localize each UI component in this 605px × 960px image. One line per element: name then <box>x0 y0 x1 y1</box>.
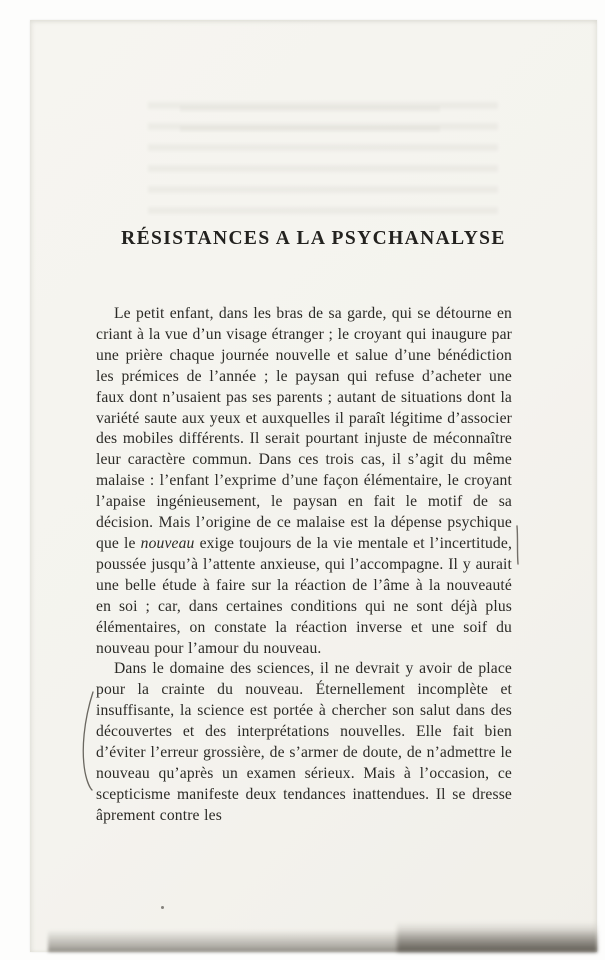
text-run: exige toujours de la vie mentale et l’incertitude, poussée jusqu’à l’attente anxieuse, qui l’accompagne. Il y aurait une belle étude à faire sur la réaction de l’âme à la nouveauté en soi ; car, dans certaines conditions qui ne sont déjà plus élémentaires, on constate la réaction inverse et une soif du nouveau pour l’amour du nouveau. <box>96 534 512 657</box>
page-title: RÉSISTANCES A LA PSYCHANALYSE <box>121 228 506 249</box>
paragraph <box>96 304 512 659</box>
text-run: Dans le domaine des sciences, il ne devrait y avoir de place pour la crainte du nouveau. Éternellement incomplète et insuffisante, la science est portée à chercher son salut dans des découvertes et des interprétations nouvelles. Elle fait bien d’éviter l’erreur grossière, de s’armer de doute, de n’admettre le nouveau qu’après un examen sérieux. Mais à l’occasion, ce scepticisme manifeste deux tendances inattendues. Il se dresse âprement contre les <box>96 660 512 824</box>
ink-speck <box>161 906 164 909</box>
italic-run: nouveau <box>140 534 195 552</box>
paragraph <box>96 659 512 826</box>
scan-bottom-shadow-right <box>397 922 597 952</box>
show-through-text-secondary <box>180 106 440 146</box>
text-run: Le petit enfant, dans les bras de sa garde, qui se détourne en criant à la vue d’un visage étranger ; le croyant qui inaugure par une prière chaque journée nouvelle et salue d’une bénédiction les prémices de l’année ; le paysan qui refuse d’acheter une faux dont n’usaient pas ses parents ; autant de situations dont la variété saute aux yeux et auxquelles il paraît légitime d’associer des mobiles différents. Il serait pourtant injuste de méconnaître leur caractère commun. Dans ces trois cas, il s’agit du même malaise : l’enfant l’exprime d’une façon élémentaire, le croyant l’apaise ingénieusement, le paysan en fait le motif de sa décision. Mais l’origine de ce malaise est la dépense psychique que le <box>96 305 512 552</box>
scanned-page <box>30 20 597 952</box>
margin-mark-left <box>83 692 93 790</box>
margin-mark-right <box>517 526 518 564</box>
page-text <box>96 304 512 827</box>
